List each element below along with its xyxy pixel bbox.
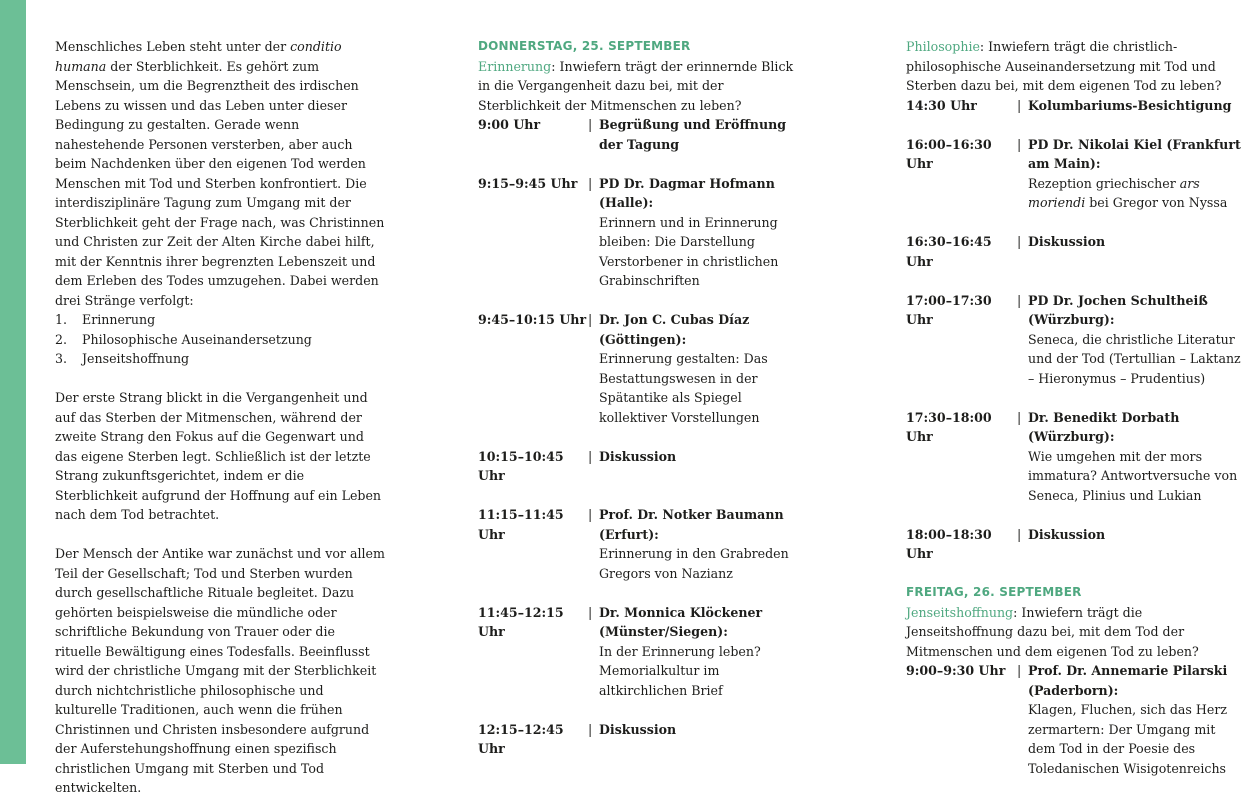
session-title: Diskussion [1028,526,1106,542]
session-time: 9:45–10:15 Uhr [478,312,587,327]
separator: | [1017,409,1022,425]
speaker-name: PD Dr. Nikolai Kiel (Frankfurt am Main): [1028,136,1241,171]
separator: | [1017,526,1022,542]
session-time: 14:30 Uhr [906,97,977,113]
session-time: 12:15–12:45 Uhr [478,721,564,756]
speaker-name: Prof. Dr. Annemarie Pilarski (Paderborn): [1028,663,1228,698]
talk-italic: ars moriendi [1028,175,1200,210]
list-number: 2. [55,331,68,347]
schedule-row [478,603,808,701]
separator: | [1017,663,1022,678]
talk-title: Klagen, Fluchen, sich das Herz zermartern: Der Umgang mit dem Tod in der Poesie des Toledanischen Wisigotenreichs [1028,702,1227,776]
separator: | [588,448,593,464]
session-time: 10:15–10:45 Uhr [478,448,564,483]
schedule-row [478,720,808,759]
session-title: Kolumbariums-Besichtigung [1028,97,1232,113]
strand-question: : Inwiefern trägt die christlich-philosophische Auseinandersetzung mit Tod und Sterben dazu bei, mit dem eigenen Tod zu leben? [906,39,1222,93]
strand-intro [906,37,1246,96]
session-time: 16:30–16:45 Uhr [906,234,992,269]
intro-italic: conditio humana [55,39,342,74]
speaker-name: PD Dr. Jochen Schultheiß (Würzburg): [1028,292,1208,327]
list-text: Philosophische Auseinandersetzung [82,331,312,347]
separator: | [1017,234,1022,249]
thursday-column [478,37,808,759]
list-item [55,330,385,350]
schedule-row [906,661,1246,778]
intro-paragraph-1 [55,37,385,310]
schedule-row [906,232,1246,271]
session-time: 9:15–9:45 Uhr [478,175,578,191]
session-time: 17:30–18:00 Uhr [906,409,992,444]
schedule-row [906,408,1246,506]
session-time: 16:00–16:30 Uhr [906,136,992,171]
afternoon-friday-column [906,37,1246,778]
speaker-name: Dr. Benedikt Dorbath (Würzburg): [1028,409,1180,444]
talk-title: Erinnerung gestalten: Das Bestattungswesen in der Spätantike als Spiegel kollektiver Vorstellungen [599,351,768,425]
schedule-row [906,525,1246,564]
strand-name: Erinnerung [478,58,552,74]
separator: | [1017,292,1022,308]
strands-list [55,310,385,369]
schedule-row [906,135,1246,213]
intro-text: der Sterblichkeit. Es gehört zum Menschsein, um die Begrenztheit des irdischen Lebens zu wissen und das Leben unter dieser Bedingung zu gestalten. Gerade wenn nahestehende Personen versterben, aber auch beim Nachdenken über den eigenen Tod werden Menschen mit Tod und Sterben konfrontiert. Die interdisziplinäre Tagung zum Umgang mit der Sterblichkeit geht der Frage nach, was Christinnen und Christen zur Zeit der Alten Kirche dabei hilft, mit der Kenntnis ihrer begrenzten Lebenszeit und dem Erleben des Todes umzugehen. Dabei werden drei Stränge verfolgt: [55,58,385,308]
session-time: 18:00–18:30 Uhr [906,526,992,561]
talk-title: In der Erinnerung leben? Memorialkultur im altkirchlichen Brief [599,643,761,698]
session-title: Begrüßung und Eröffnung der Tagung [599,117,787,152]
list-number: 1. [55,312,68,327]
separator: | [588,175,593,191]
intro-column [55,37,385,798]
talk-text: bei Gregor von Nyssa [1085,195,1228,210]
session-title: Diskussion [599,721,677,737]
separator: | [588,507,593,522]
intro-paragraph-2: Der erste Strang blickt in die Vergangenheit und auf das Sterben der Mitmenschen, während der zweite Strang den Fokus auf die Gegenwart und das eigene Sterben legt. Schließlich ist der letzte Strang zukunftsgerichtet, indem er die Sterblichkeit aufgrund der Hoffnung auf ein Leben nach dem Tod betrachtet. [55,390,382,522]
schedule-row [478,310,808,427]
day-heading-friday: FREITAG, 26. SEPTEMBER [906,585,1082,599]
separator: | [588,117,593,132]
strand-question: : Inwiefern trägt die Jenseitshoffnung dazu bei, mit dem Tod der Mitmenschen und dem eigenen Tod zu leben? [906,604,1199,659]
strand-name: Jenseitshoffnung [906,604,1014,620]
intro-paragraph-3: Der Mensch der Antike war zunächst und vor allem Teil der Gesellschaft; Tod und Sterben wurden durch gesellschaftliche Rituale begleitet. Dazu gehörten beispielsweise die mündliche oder schriftliche Bekundung von Trauer oder die rituelle Bewältigung eines Todesfalls. Beeinflusst wird der christliche Umgang mit der Sterblichkeit durch nichtchristliche philosophische und kulturelle Traditionen, auch wenn die frühen Christinnen und Christen insbesondere aufgrund der Auferstehungshoffnung einen spezifisch christlichen Umgang mit Sterben und Tod entwickelten. [55,546,385,795]
session-time: 11:15–11:45 Uhr [478,507,564,542]
speaker-name: Prof. Dr. Notker Baumann (Erfurt): [599,507,784,542]
schedule-row [478,447,808,486]
schedule-row [478,174,808,291]
schedule-row [906,291,1246,389]
list-number: 3. [55,351,68,366]
talk-title: Erinnern und in Erinnerung bleiben: Die Darstellung Verstorbener in christlichen Grabinschriften [599,214,779,288]
intro-text: Menschliches Leben steht unter der [55,39,291,54]
session-time: 9:00–9:30 Uhr [906,663,1006,678]
talk-title [1028,174,1246,213]
schedule-row [906,96,1246,116]
session-time: 9:00 Uhr [478,117,541,132]
talk-title: Erinnerung in den Grabreden Gregors von Nazianz [599,546,789,581]
day-heading-thursday: DONNERSTAG, 25. SEPTEMBER [478,39,691,53]
strand-name: Philosophie [906,39,980,54]
talk-title: Wie umgehen mit der mors immatura? Antwortversuche von Seneca, Plinius und Lukian [1028,448,1238,503]
talk-title: Seneca, die christliche Literatur und der Tod (Tertullian – Laktanz – Hieronymus – Prudentius) [1028,331,1241,386]
strand-question: : Inwiefern trägt der erinnernde Blick in die Vergangenheit dazu bei, mit der Sterblichkeit der Mitmenschen zu leben? [478,58,794,113]
list-item [55,349,385,369]
list-text: Erinnerung [82,312,156,327]
sidebar-accent-bar [0,0,26,764]
schedule-row [478,115,808,154]
speaker-name: Dr. Monnica Klöckener (Münster/Siegen): [599,604,763,639]
session-time: 11:45–12:15 Uhr [478,604,564,639]
session-time: 17:00–17:30 Uhr [906,292,992,327]
separator: | [588,604,593,620]
list-text: Jenseitshoffnung [82,351,190,366]
speaker-name: PD Dr. Dagmar Hofmann (Halle): [599,175,775,210]
separator: | [588,312,593,327]
strand-intro [478,57,808,116]
separator: | [588,721,593,737]
strand-intro [906,603,1246,662]
separator: | [1017,136,1022,152]
schedule-row [478,505,808,583]
talk-text: Rezeption griechischer [1028,175,1180,191]
separator: | [1017,97,1022,113]
speaker-name: Dr. Jon C. Cubas Díaz (Göttingen): [599,312,750,347]
session-title: Diskussion [599,448,677,464]
list-item [55,310,385,330]
session-title: Diskussion [1028,234,1106,249]
